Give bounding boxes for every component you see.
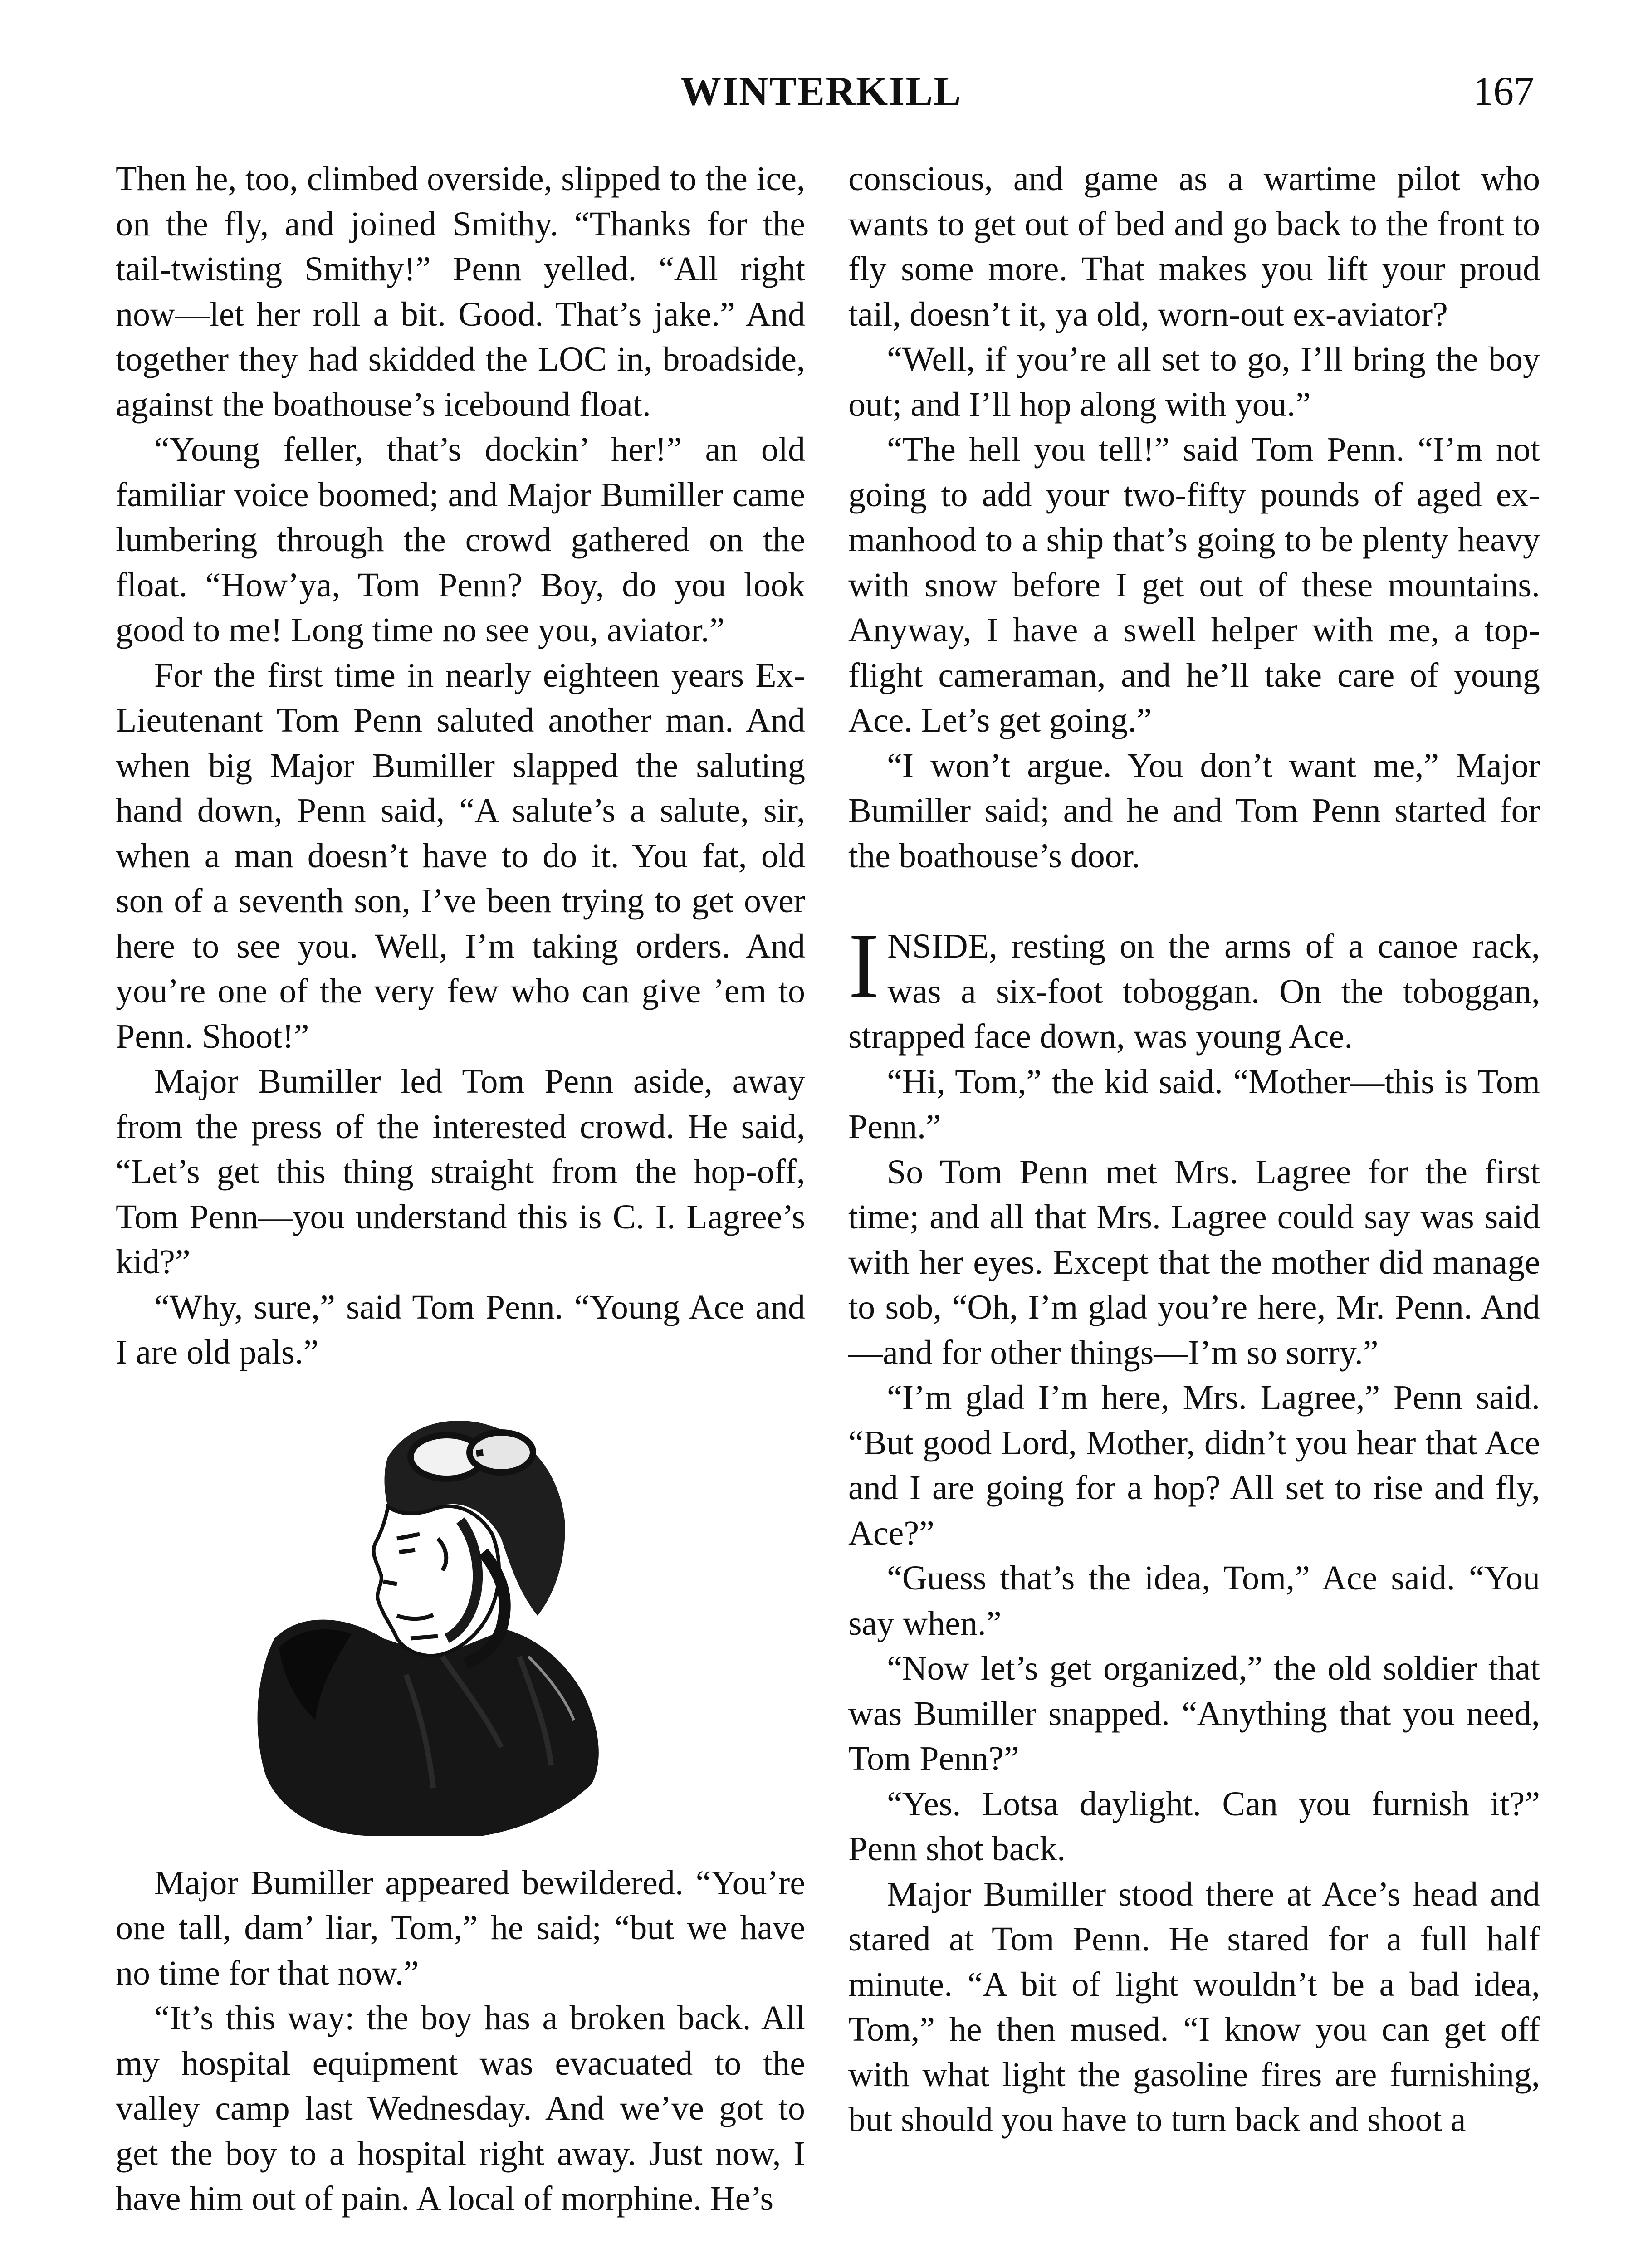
running-head [0, 68, 1643, 132]
paragraph: “I’m glad I’m here, Mrs. Lagree,” Penn said. “But good Lord, Mother, didn’t you hear that Ace and I are going for a hop? All set to rise and fly, Ace?” [848, 1378, 1540, 1552]
paragraph: So Tom Penn met Mrs. Lagree for the first time; and all that Mrs. Lagree could say was said with her eyes. Except that the mother did manage to sob, “Oh, I’m glad you’re here, Mr. Penn. And—and for other things—I’m so sorry.” [848, 1153, 1540, 1372]
aviator-illustration [116, 1403, 805, 1838]
paragraph: For the first time in nearly eighteen years Ex-Lieutenant Tom Penn saluted another man. And when big Major Bumiller slapped the saluting hand down, Penn said, “A salute’s a salute, sir, when a man doesn’t have to do it. You fat, old son of a seventh son, I’ve been trying to get over here to see you. Well, I’m taking orders. And you’re one of the very few who can give ’em to Penn. Shoot!” [116, 656, 805, 1056]
paragraph: “Why, sure,” said Tom Penn. “Young Ace and I are old pals.” [116, 1288, 805, 1371]
dropcap-letter: I [848, 914, 880, 1017]
paragraph: “I won’t argue. You don’t want me,” Major Bumiller said; and he and Tom Penn started for the boathouse’s door. [848, 746, 1540, 875]
paragraph: Major Bumiller led Tom Penn aside, away from the press of the interested crowd. He said, “Let’s get this thing straight from the hop-off, Tom Penn—you understand this is C. I. Lagree’s kid?” [116, 1062, 805, 1281]
left-column [116, 156, 805, 2222]
paragraph: “Well, if you’re all set to go, I’ll bring the boy out; and I’ll hop along with you.” [848, 340, 1540, 424]
paragraph: “Young feller, that’s dockin’ her!” an old familiar voice boomed; and Major Bumiller came lumbering through the crowd gathered on the float. “How’ya, Tom Penn? Boy, do you look good to me! Long time no see you, aviator.” [116, 430, 805, 649]
section-break [848, 879, 1540, 924]
paragraph: “Hi, Tom,” the kid said. “Mother—this is Tom Penn.” [848, 1062, 1540, 1146]
paragraph: “It’s this way: the boy has a broken back. All my hospital equipment was evacuated to the valley camp last Wednesday. And we’ve got to get the boy to a hospital right away. Just now, I have him out of pain. A local of morphine. He’s [116, 1999, 805, 2218]
paragraph: Major Bumiller stood there at Ace’s head and stared at Tom Penn. He stared for a full half minute. “A bit of light wouldn’t be a bad idea, Tom,” he then mused. “I know you can get off with what light the gasoline fires are furnishing, but should you have to turn back and shoot a [848, 1875, 1540, 2139]
aviator-portrait-icon [247, 1403, 619, 1838]
paragraph: Major Bumiller appeared bewildered. “You’re one tall, dam’ liar, Tom,” he said; “but we have no time for that now.” [116, 1863, 805, 1992]
paragraph: Then he, too, climbed overside, slipped to the ice, on the fly, and joined Smithy. “Thanks for the tail-twisting Smithy!” Penn yelled. “All right now—let her roll a bit. Good. That’s jake.” And together they had skidded the LOC in, broadside, against the boathouse’s icebound float. [116, 160, 805, 424]
dropcap-paragraph [848, 914, 1540, 1060]
paragraph: “The hell you tell!” said Tom Penn. “I’m not going to add your two-fifty pounds of aged ex-manhood to a ship that’s going to be plenty heavy with snow before I get out of these mountains. Anyway, I have a swell helper with me, a top-flight cameraman, and he’ll take care of young Ace. Let’s get going.” [848, 430, 1540, 739]
paragraph: “Yes. Lotsa daylight. Can you furnish it?” Penn shot back. [848, 1784, 1540, 1868]
right-column [848, 156, 1540, 2143]
paragraph: “Guess that’s the idea, Tom,” Ace said. “You say when.” [848, 1559, 1540, 1642]
page-number: 167 [1473, 69, 1534, 114]
dropcap-text: NSIDE, resting on the arms of a canoe rack, was a six-foot toboggan. On the toboggan, strapped face down, was young Ace. [848, 927, 1540, 1056]
paragraph: conscious, and game as a wartime pilot who wants to get out of bed and go back to the front to fly some more. That makes you lift your proud tail, doesn’t it, ya old, worn-out ex-aviator? [848, 160, 1540, 333]
paragraph: “Now let’s get organized,” the old soldier that was Bumiller snapped. “Anything that you need, Tom Penn?” [848, 1649, 1540, 1778]
running-title: WINTERKILL [680, 69, 962, 114]
